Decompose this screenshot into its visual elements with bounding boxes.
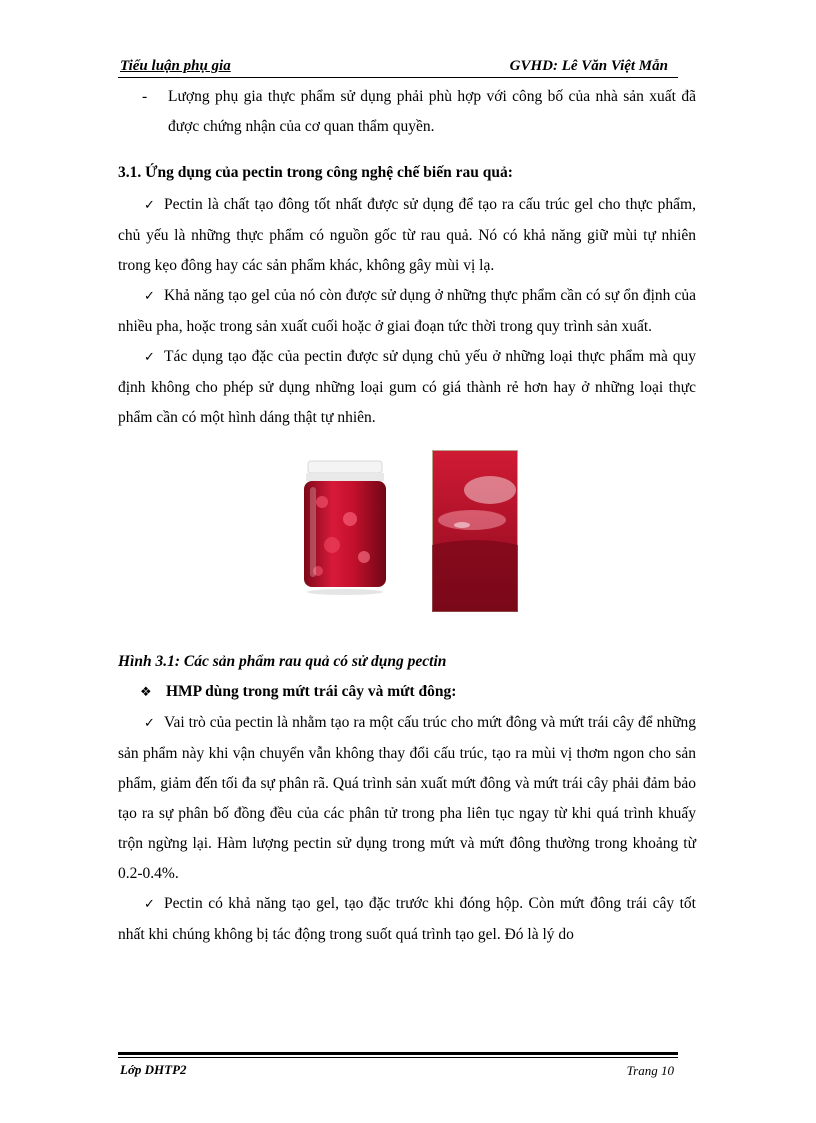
check-icon: ✓: [144, 350, 155, 365]
check-item: [118, 708, 696, 889]
footer-class: Lớp DHTP2: [120, 1062, 187, 1077]
subsection-title-text: HMP dùng trong mứt trái cây và mứt đông:: [166, 683, 457, 700]
check-item-text: Vai trò của pectin là nhằm tạo ra một cấu trúc cho mứt đông và mứt trái cây để những sản phẩm này khi vận chuyển vẫn không thay đổi cấu trúc, tạo ra mùi vị thơm ngon cho sản phẩm, giảm đến tối đa sự phân rã. Quá trình sản xuất mứt đông và mứt trái cây phải đảm bảo tạo ra sự phân bố đồng đều của các phân tử trong pha liên tục ngay từ khi quá trình khuấy trộn ngừng lại. Hàm lượng pectin sử dụng trong mứt và mứt đông thường trong khoảng từ 0.2-0.4%.: [118, 714, 696, 882]
figure-caption: Hình 3.1: Các sản phẩm rau quả có sử dụng pectin: [118, 653, 447, 670]
intro-bullet-text: Lượng phụ gia thực phẩm sử dụng phải phù hợp với công bố của nhà sản xuất đã được chứng nhận của cơ quan thẩm quyền.: [168, 88, 696, 135]
figure-images: [118, 447, 696, 647]
intro-bullet: [118, 82, 696, 142]
jam-jar-image: [292, 447, 398, 597]
dash-marker: -: [142, 88, 148, 105]
header-rule: [118, 77, 678, 78]
footer-rule-thin: [118, 1057, 678, 1058]
check-item-text: Tác dụng tạo đặc của pectin được sử dụng chủ yếu ở những loại thực phẩm mà quy định không cho phép sử dụng những loại gum có giá thành rẻ hơn hay ở những loại thực phẩm cần có một hình dáng thật tự nhiên.: [118, 348, 696, 426]
check-item: [118, 889, 696, 950]
check-item: [118, 281, 696, 342]
check-item: [118, 342, 696, 433]
page-body: [118, 82, 696, 950]
page-footer: [118, 1050, 678, 1082]
page-header: [118, 56, 678, 78]
footer-rule-thick: [118, 1052, 678, 1055]
check-item-text: Khả năng tạo gel của nó còn được sử dụng ở những thực phẩm cần có sự ổn định của nhiều pha, hoặc trong sản xuất cuối hoặc ở giai đoạn tức thời trong quy trình sản xuất.: [118, 287, 696, 335]
diamond-bullet-icon: ❖: [140, 685, 152, 700]
check-icon: ✓: [144, 716, 155, 731]
check-item-text: Pectin là chất tạo đông tốt nhất được sử dụng để tạo ra cấu trúc gel cho thực phẩm, chủ yếu là những thực phẩm có nguồn gốc từ rau quả. Nó có khả năng giữ mùi tự nhiên trong kẹo đông hay các sản phẩm khác, không gây mùi vị lạ.: [118, 196, 696, 274]
check-icon: ✓: [144, 289, 155, 304]
check-icon: ✓: [144, 897, 155, 912]
header-instructor: GVHD: Lê Văn Việt Mẫn: [509, 58, 668, 74]
jam-spoon-image: [432, 450, 518, 612]
check-item: [118, 190, 696, 281]
check-item-text: Pectin có khả năng tạo gel, tạo đặc trước khi đóng hộp. Còn mứt đông trái cây tốt nhất khi chúng không bị tác động trong suốt quá trình tạo gel. Đó là lý do: [118, 895, 696, 943]
page-number: Trang 10: [626, 1063, 674, 1078]
subsection-title: [118, 677, 696, 708]
section-heading: 3.1. Ứng dụng của pectin trong công nghệ chế biến rau quả:: [118, 164, 513, 181]
check-icon: ✓: [144, 198, 155, 213]
header-course-title: Tiểu luận phụ gia: [120, 58, 231, 74]
